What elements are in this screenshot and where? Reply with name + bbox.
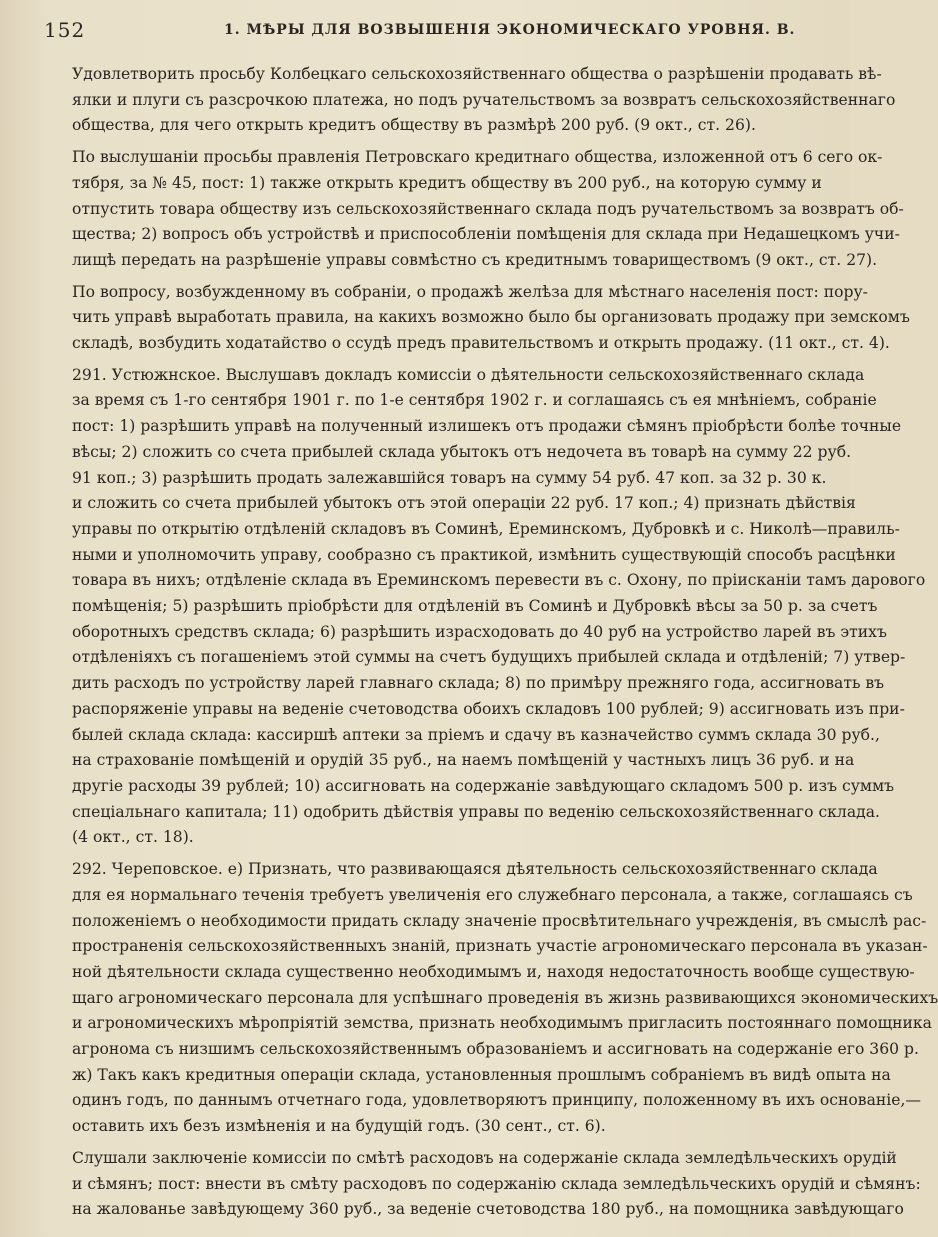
text-line: ными и уполномочить управу, сообразно съ практикой, измѣнить существующій способъ расцѣнки (72, 545, 896, 564)
text-line: Удовлетворить просьбу Колбецкаго сельскохозяйственнаго общества о разрѣшеніи продавать вѣ- (72, 65, 882, 83)
text-line: одинъ годъ, по даннымъ отчетнаго года, удовлетворяютъ принципу, положенному въ ихъ основаніе,— (72, 1091, 922, 1110)
text-line: спеціальнаго капитала; 11) одобрить дѣйствія управы по веденію сельскохозяйственнаго склада. (72, 802, 880, 821)
text-line: ялки и плуги съ разсрочкою платежа, но подъ ручательствомъ за возвратъ сельскохозяйственнаго (72, 90, 896, 109)
page-header (44, 18, 804, 48)
text-line: щества; 2) вопросъ объ устройствѣ и приспособленіи помѣщенія для склада при Недашецкомъ учи- (72, 225, 900, 244)
text-line: щаго агрономическаго персонала для успѣшнаго проведенія въ жизнь развивающихся экономическихъ (72, 988, 938, 1007)
text-line: ной дѣятельности склада существенно необходимымъ и, находя недостаточность вообще существую- (72, 962, 915, 981)
paragraph (72, 363, 926, 851)
text-line: пространенія сельскохозяйственныхъ знаній, признать участіе агрономическаго персонала въ указан- (72, 937, 928, 956)
text-line: пост: 1) разрѣшить управѣ на полученный излишекъ отъ продажи сѣмянъ пріобрѣсти болѣе точные (72, 417, 902, 436)
text-line: 292. Череповское. е) Признать, что развивающаяся дѣятельность сельскохозяйственнаго склада (72, 860, 878, 879)
paragraph (72, 857, 938, 1140)
text-line: дить расходъ по устройству ларей главнаго склада; 8) по примѣру прежняго года, ассигновать въ (72, 674, 885, 693)
text-line: чить управѣ выработать правила, на какихъ возможно было бы организовать продажу при земскомъ (72, 308, 910, 327)
text-line: тября, за № 45, пост: 1) также открыть кредитъ обществу въ 200 руб., на которую сумму и (72, 173, 822, 192)
document-body (72, 62, 938, 1229)
text-line: для ея нормальнаго теченія требуетъ увеличенія его служебнаго персонала, а также, соглашаясь съ (72, 885, 913, 904)
text-line: По выслушаніи просьбы правленія Петровскаго кредитнаго общества, изложенной отъ 6 сего ок- (72, 148, 883, 167)
text-line: По вопросу, возбужденному въ собраніи, о продажѣ желѣза для мѣстнаго населенія пост: пору- (72, 282, 868, 301)
text-line: лищѣ передать на разрѣшеніе управы совмѣстно съ кредитнымъ товариществомъ (9 окт., ст. 27). (72, 250, 878, 269)
text-line: и агрономическихъ мѣропріятій земства, признать необходимымъ пригласить постояннаго помощника (72, 1014, 932, 1033)
text-line: 91 коп.; 3) разрѣшить продать залежавшійся товаръ на сумму 54 руб. 47 коп. за 32 р. 30 к. (72, 468, 827, 487)
paragraph (72, 62, 896, 139)
text-line: отпустить товара обществу изъ сельскохозяйственнаго склада подъ ручательствомъ за возвратъ об- (72, 199, 904, 218)
text-line: вѣсы; 2) сложить со счета прибылей склада убытокъ отъ недочета въ товарѣ на сумму 22 руб. (72, 442, 852, 461)
text-line: и сложить со счета прибылей убытокъ отъ этой операціи 22 руб. 17 коп.; 4) признать дѣйствія (72, 494, 856, 513)
text-line: оборотныхъ средствъ склада; 6) разрѣшить израсходовать до 40 руб на устройство ларей въ этихъ (72, 622, 887, 641)
text-line: Слушали заключеніе комиссіи по смѣтѣ расходовъ на содержаніе склада земледѣльческихъ орудій (72, 1148, 897, 1167)
text-line: складѣ, возбудить ходатайство о ссудѣ предъ правительствомъ и открыть продажу. (11 окт., ст. 4). (72, 334, 890, 353)
paragraph (72, 280, 910, 357)
text-line: распоряженіе управы на веденіе счетоводства обоихъ складовъ 100 рублей; 9) ассигновать изъ при- (72, 699, 905, 718)
text-line: товара въ нихъ; отдѣленіе склада въ Ереминскомъ перевести въ с. Охону, по пріисканіи тамъ дарового (72, 571, 926, 590)
text-line: положеніемъ о необходимости придать складу значеніе просвѣтительнаго учрежденія, въ смыслѣ рас- (72, 911, 927, 930)
text-line: оставить ихъ безъ измѣненія и на будущій годъ. (30 сент., ст. 6). (72, 1117, 606, 1136)
text-line: былей склада склада: кассиршѣ аптеки за пріемъ и сдачу въ казначейство суммъ склада 30 руб., (72, 725, 880, 744)
running-head: 1. МѢРЫ ДЛЯ ВОЗВЫШЕНІЯ ЭКОНОМИЧЕСКАГО УРОВНЯ. В. (224, 22, 796, 38)
text-line: и сѣмянъ; пост: внести въ смѣту расходовъ по содержанію склада земледѣльческихъ орудій и сѣмянъ: (72, 1174, 921, 1193)
paragraph (72, 1146, 921, 1223)
text-line: 291. Устюжнское. Выслушавъ докладъ комиссіи о дѣятельности сельскохозяйственнаго склада (72, 365, 865, 384)
text-line: на страхованіе помѣщеній и орудій 35 руб., на наемъ помѣщеній у частныхъ лицъ 36 руб. и на (72, 751, 855, 770)
text-line: на жалованье завѣдующему 360 руб., за веденіе счетоводства 180 руб., на помощника завѣдующаго (72, 1200, 904, 1219)
page-number: 152 (44, 18, 86, 42)
text-line: другіе расходы 39 рублей; 10) ассигновать на содержаніе завѣдующаго складомъ 500 р. изъ суммъ (72, 776, 895, 795)
text-line: ж) Такъ какъ кредитныя операціи склада, установленныя прошлымъ собраніемъ въ видѣ опыта на (72, 1065, 891, 1084)
text-line: за время съ 1-го сентября 1901 г. по 1-е сентября 1902 г. и соглашаясь съ ея мнѣніемъ, собраніе (72, 391, 877, 410)
text-line: агронома съ низшимъ сельскохозяйственнымъ образованіемъ и ассигновать на содержаніе его 360 р. (72, 1040, 919, 1059)
paragraph (72, 145, 904, 274)
text-line: управы по открытію отдѣленій складовъ въ Соминѣ, Ереминскомъ, Дубровкѣ и с. Николѣ—правиль- (72, 519, 900, 538)
text-line: отдѣленіяхъ съ погашеніемъ этой суммы на счетъ будущихъ прибылей склада и отдѣленій; 7) утвер- (72, 648, 906, 667)
text-line: (4 окт., ст. 18). (72, 828, 194, 847)
text-line: помѣщенія; 5) разрѣшить пріобрѣсти для отдѣленій въ Соминѣ и Дубровкѣ вѣсы за 50 р. за счетъ (72, 597, 878, 616)
text-line: общества, для чего открыть кредитъ обществу въ размѣрѣ 200 руб. (9 окт., ст. 26). (72, 116, 756, 135)
